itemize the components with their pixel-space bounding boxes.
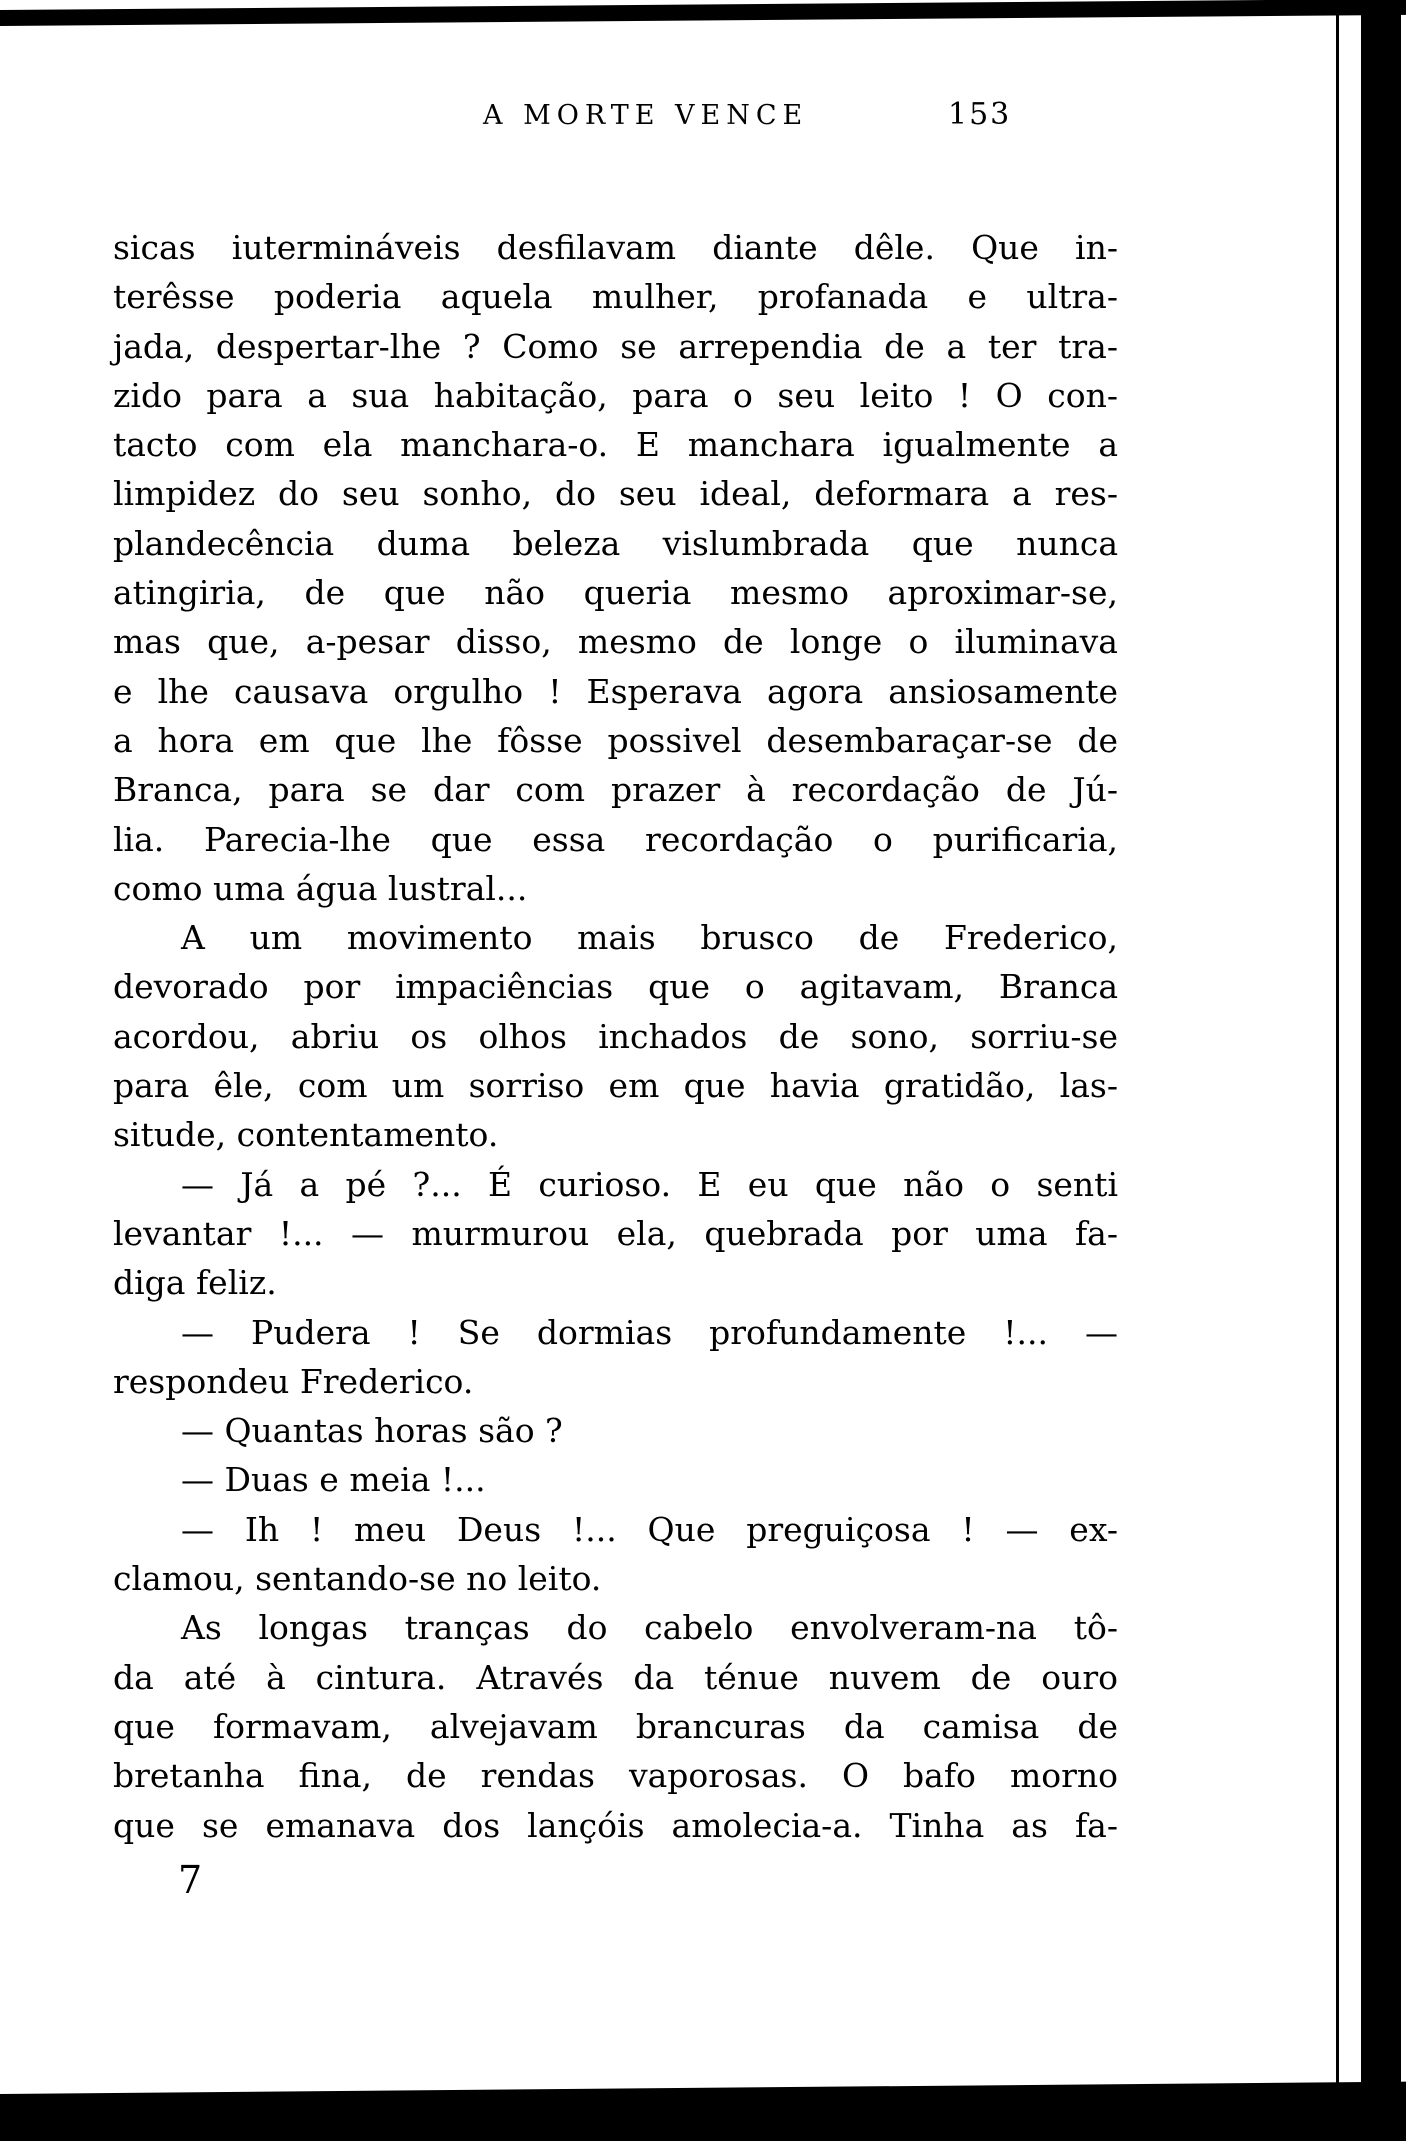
text-line: da até à cintura. Através da ténue nuvem de ouro bbox=[113, 1657, 1118, 1697]
signature-mark: 7 bbox=[178, 1858, 203, 1902]
text-line: situde, contentamento. bbox=[113, 1115, 499, 1155]
text-line: Branca, para se dar com prazer à recordação de Jú- bbox=[113, 770, 1118, 810]
text-line: jada, despertar-lhe ? Como se arrependia de a ter tra- bbox=[113, 326, 1118, 366]
text-line: como uma água lustral... bbox=[113, 868, 528, 908]
text-line: — Quantas horas são ? bbox=[181, 1411, 563, 1451]
text-line: devorado por impaciências que o agitavam, Branca bbox=[113, 967, 1118, 1007]
text-line: para êle, com um sorriso em que havia gratidão, las- bbox=[113, 1066, 1118, 1106]
text-line: mas que, a-pesar disso, mesmo de longe o iluminava bbox=[113, 622, 1118, 662]
text-line: — Já a pé ?... É curioso. E eu que não o senti bbox=[181, 1164, 1118, 1204]
text-line: acordou, abriu os olhos inchados de sono, sorriu-se bbox=[113, 1016, 1118, 1056]
text-line: sicas iutermináveis desfilavam diante dêle. Que in- bbox=[113, 228, 1118, 267]
text-line: — Duas e meia !... bbox=[181, 1460, 486, 1500]
text-line: terêsse poderia aquela mulher, profanada e ultra- bbox=[113, 277, 1118, 317]
text-line: limpidez do seu sonho, do seu ideal, deformara a res- bbox=[113, 474, 1118, 514]
body-text bbox=[113, 223, 1118, 1850]
scan-border-right bbox=[1361, 0, 1401, 2141]
text-line: zido para a sua habitação, para o seu leito ! O con- bbox=[113, 375, 1118, 415]
text-line: bretanha fina, de rendas vaporosas. O bafo morno bbox=[113, 1756, 1118, 1796]
text-line: tacto com ela manchara-o. E manchara igualmente a bbox=[113, 425, 1118, 465]
scan-border-top bbox=[0, 0, 1406, 26]
text-line: A um movimento mais brusco de Frederico, bbox=[181, 918, 1118, 958]
text-line: levantar !... — murmurou ela, quebrada por uma fa- bbox=[113, 1213, 1118, 1253]
page-number: 153 bbox=[948, 97, 1012, 132]
text-line: que formavam, alvejavam brancuras da camisa de bbox=[113, 1706, 1118, 1746]
scan-border-bottom bbox=[0, 2082, 1406, 2141]
running-head-title: A MORTE VENCE bbox=[483, 100, 809, 131]
text-line: atingiria, de que não queria mesmo aproximar-se, bbox=[113, 573, 1118, 613]
scan-page-edge-line bbox=[1336, 14, 1339, 2094]
text-line: a hora em que lhe fôsse possivel desembaraçar-se de bbox=[113, 720, 1118, 760]
text-line: respondeu Frederico. bbox=[113, 1361, 474, 1401]
text-line: clamou, sentando-se no leito. bbox=[113, 1559, 602, 1599]
text-line: diga feliz. bbox=[113, 1263, 277, 1303]
text-line: As longas tranças do cabelo envolveram-na tô- bbox=[181, 1608, 1118, 1648]
text-line: plandecência duma beleza vislumbrada que nunca bbox=[113, 523, 1118, 563]
text-line: — Ih ! meu Deus !... Que preguiçosa ! — ex- bbox=[181, 1509, 1118, 1549]
text-line: lia. Parecia-lhe que essa recordação o purificaria, bbox=[113, 819, 1118, 859]
text-line: que se emanava dos lançóis amolecia-a. Tinha as fa- bbox=[113, 1805, 1118, 1845]
text-line: — Pudera ! Se dormias profundamente !... — bbox=[181, 1312, 1118, 1352]
text-line: e lhe causava orgulho ! Esperava agora ansiosamente bbox=[113, 671, 1118, 711]
